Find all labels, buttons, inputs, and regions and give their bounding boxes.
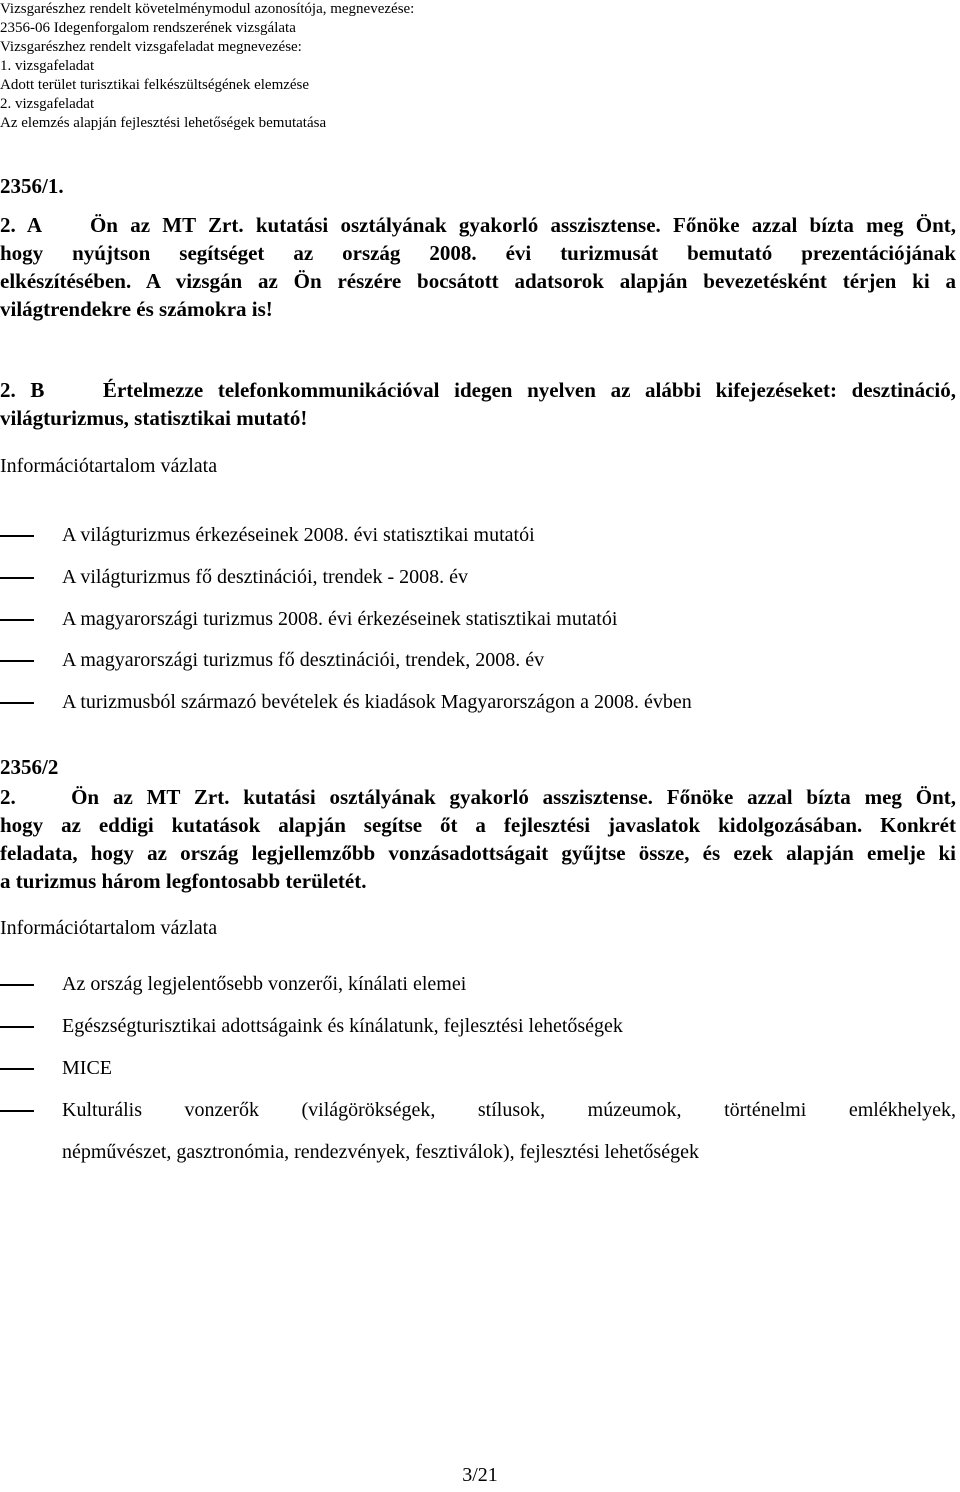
paragraph-line: elkészítésében. A vizsgán az Ön részére bocsátott adatsorok alapján bevezetésként térjen ki a	[0, 269, 956, 293]
list-item-text: A magyarországi turizmus fő desztinációi, trendek, 2008. év	[62, 649, 545, 671]
dash-bullet	[0, 1068, 34, 1070]
list-item-text	[62, 1089, 956, 1173]
paragraph-line: feladata, hogy az ország legjellemzőbb vonzásadottságait gyűjtse össze, és ezek alapján emelje ki	[0, 841, 956, 865]
dash-bullet	[0, 1110, 34, 1112]
task1-code: 2356/1.	[0, 174, 64, 198]
paragraph-line: 2. A Ön az MT Zrt. kutatási osztályának gyakorló asszisztense. Főnöke azzal bízta meg Önt,	[0, 213, 956, 237]
task1-b-paragraph	[0, 376, 956, 432]
task2-code: 2356/2	[0, 755, 59, 779]
list-item-text: A turizmusból származó bevételek és kiadások Magyarországon a 2008. évben	[62, 691, 692, 713]
header-line: Vizsgarészhez rendelt követelménymodul azonosítója, megnevezése:	[0, 1, 415, 17]
list-item-text: Az ország legjelentősebb vonzerői, kínálati elemei	[62, 973, 467, 995]
paragraph-line: világtrendekre és számokra is!	[0, 297, 273, 321]
header-line: 2. vizsgafeladat	[0, 96, 95, 112]
header-line: Adott terület turisztikai felkészültségének elemzése	[0, 77, 310, 93]
task1-a-paragraph	[0, 211, 956, 323]
header-line: Vizsgarészhez rendelt vizsgafeladat megnevezése:	[0, 39, 302, 55]
list-item	[0, 1096, 956, 1180]
paragraph-line: 2. Ön az MT Zrt. kutatási osztályának gyakorló asszisztense. Főnöke azzal bízta meg Önt,	[0, 785, 956, 809]
dash-bullet	[0, 535, 34, 537]
paragraph-line: hogy nyújtson segítséget az ország 2008. évi turizmusát bemutató prezentációjának	[0, 241, 956, 265]
dash-bullet	[0, 702, 34, 704]
dash-bullet	[0, 577, 34, 579]
list-item-text: MICE	[62, 1057, 112, 1079]
paragraph-line: 2. B Értelmezze telefonkommunikációval idegen nyelven az alábbi kifejezéseket: desztináció,	[0, 378, 956, 402]
page-number: 3/21	[462, 1464, 498, 1486]
paragraph-line: hogy az eddigi kutatások alapján segítse őt a fejlesztési javaslatok kidolgozásában. Konkrét	[0, 813, 956, 837]
header-line: Az elemzés alapján fejlesztési lehetőségek bemutatása	[0, 115, 327, 131]
dash-bullet	[0, 660, 34, 662]
list-item-text: Egészségturisztikai adottságaink és kínálatunk, fejlesztési lehetőségek	[62, 1015, 623, 1037]
list-item-text: A világturizmus érkezéseinek 2008. évi statisztikai mutatói	[62, 524, 535, 546]
list-item-line: Kulturális vonzerők (világörökségek, stílusok, múzeumok, történelmi emlékhelyek,	[62, 1099, 956, 1121]
dash-bullet	[0, 1026, 34, 1028]
header-line: 2356-06 Idegenforgalom rendszerének vizsgálata	[0, 20, 296, 36]
paragraph-line: világturizmus, statisztikai mutató!	[0, 406, 308, 430]
task2-info-title: Információtartalom vázlata	[0, 917, 218, 939]
dash-bullet	[0, 984, 34, 986]
header-line: 1. vizsgafeladat	[0, 58, 95, 74]
task1-info-title: Információtartalom vázlata	[0, 455, 218, 477]
list-item-line: népművészet, gasztronómia, rendezvények, fesztiválok), fejlesztési lehetőségek	[62, 1141, 699, 1163]
task2-paragraph	[0, 783, 956, 895]
paragraph-line: a turizmus három legfontosabb területét.	[0, 869, 367, 893]
dash-bullet	[0, 619, 34, 621]
document-header	[0, 0, 414, 133]
list-item-text: A magyarországi turizmus 2008. évi érkezéseinek statisztikai mutatói	[62, 608, 618, 630]
list-item-text: A világturizmus fő desztinációi, trendek - 2008. év	[62, 566, 469, 588]
